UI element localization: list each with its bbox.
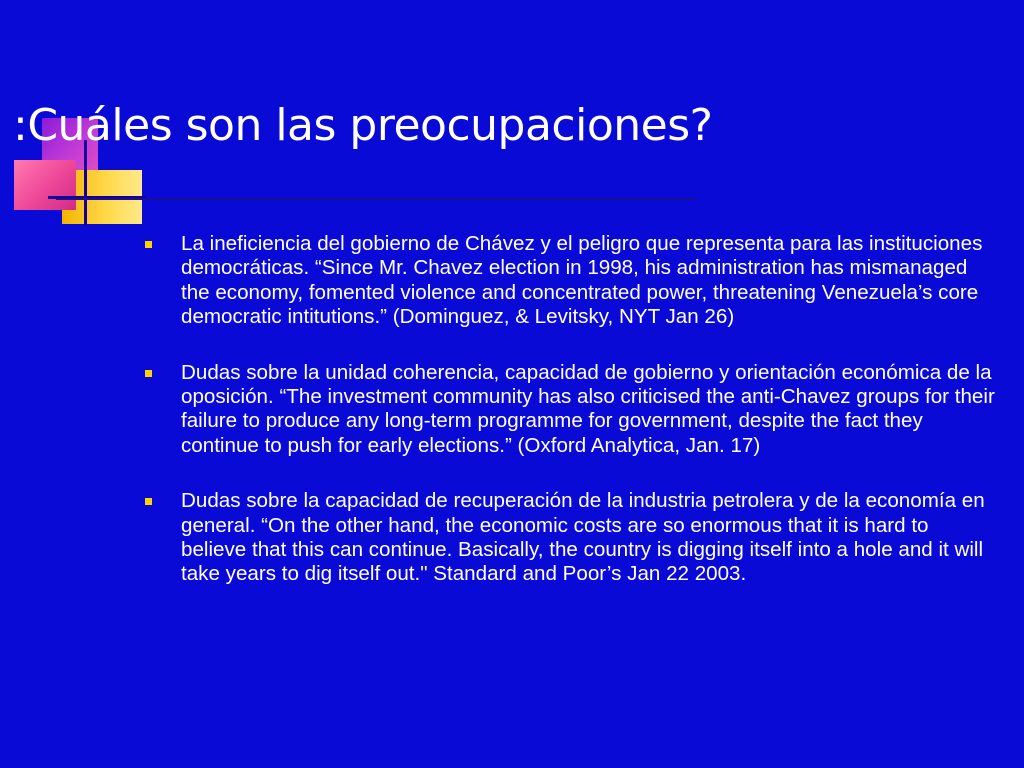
slide-title: :Cuáles son las preocupaciones?	[13, 100, 713, 151]
bullet-item	[140, 361, 998, 459]
bullet-square-icon	[145, 241, 152, 248]
bullet-text: Dudas sobre la unidad coherencia, capacidad de gobierno y orientación económica de la oposición. “The investment community has also criticised the anti-Chavez groups for their failure to produce any long-term programme for government, despite the fact they continue to push for early elections.” (Oxford Analytica, Jan. 17)	[181, 360, 995, 457]
bullet-item	[140, 232, 998, 330]
bullet-list	[140, 232, 998, 618]
bullet-text: Dudas sobre la capacidad de recuperación de la industria petrolera y de la economía en general. “On the other hand, the economic costs are so enormous that it is hard to believe that this can continue. Basically, the country is digging itself into a hole and it will take years to dig itself out." Standard and Poor’s Jan 22 2003.	[181, 489, 985, 586]
bullet-item	[140, 489, 998, 587]
bullet-square-icon	[145, 498, 152, 505]
bullet-square-icon	[145, 370, 152, 377]
pink-square	[14, 160, 76, 210]
title-underline	[56, 198, 696, 200]
logo-vertical-line	[84, 140, 87, 226]
bullet-text: La ineficiencia del gobierno de Chávez y el peligro que representa para las instituciones democráticas. “Since Mr. Chavez election in 1998, his administration has mismanaged the economy, fomented violence and concentrated power, threatening Venezuela’s core democratic intitutions.” (Dominguez, & Levitsky, NYT Jan 26)	[181, 232, 983, 329]
